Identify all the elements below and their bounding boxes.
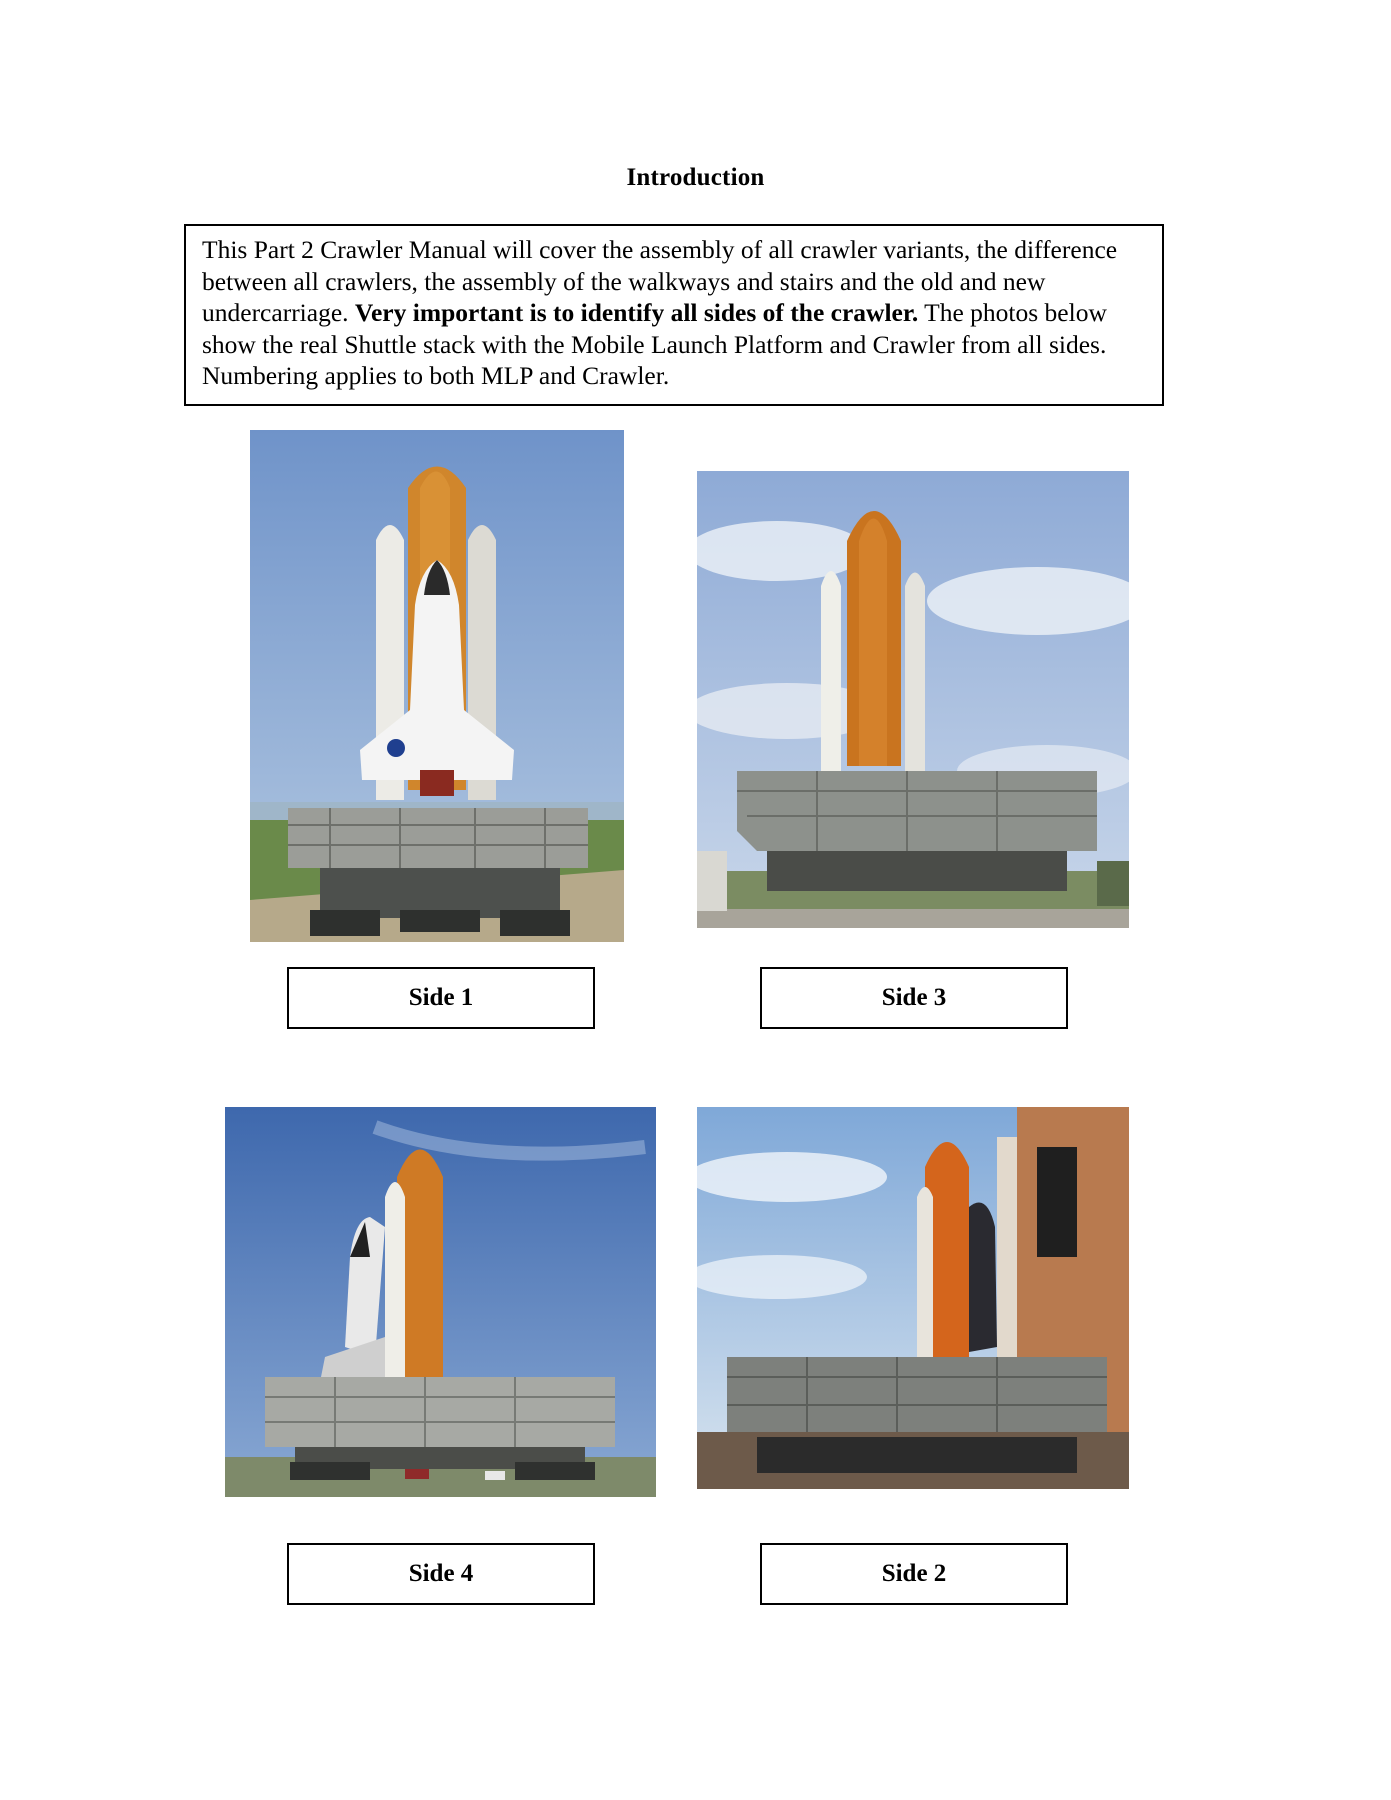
intro-text-box [184,224,1164,406]
intro-paragraph [202,234,1146,392]
label-side-3 [760,967,1068,1029]
label-side-2-text: Side 2 [881,1560,947,1587]
intro-text-part2: The photos below show the real Shuttle stack with the Mobile Launch Platform and Crawler from all sides. Numbering applies to both MLP and Crawler. [202,298,1107,390]
label-side-4 [287,1543,595,1605]
label-side-3-text: Side 3 [881,984,947,1011]
photo-side-4 [225,1107,656,1497]
label-side-1-text: Side 1 [408,984,474,1011]
page-title: Introduction [626,164,765,191]
label-side-1 [287,967,595,1029]
photo-side-1 [250,430,624,942]
label-side-4-text: Side 4 [408,1560,474,1587]
label-side-2 [760,1543,1068,1605]
intro-text-part1: This Part 2 Crawler Manual will cover the assembly of all crawler variants, the difference between all crawlers, the assembly of the walkways and stairs and the old and new undercarriage. [202,235,1118,327]
photo-side-2 [697,1107,1129,1489]
photo-side-3 [697,471,1129,928]
intro-text-emphasis: Very important is to identify all sides of the crawler. [354,298,919,327]
